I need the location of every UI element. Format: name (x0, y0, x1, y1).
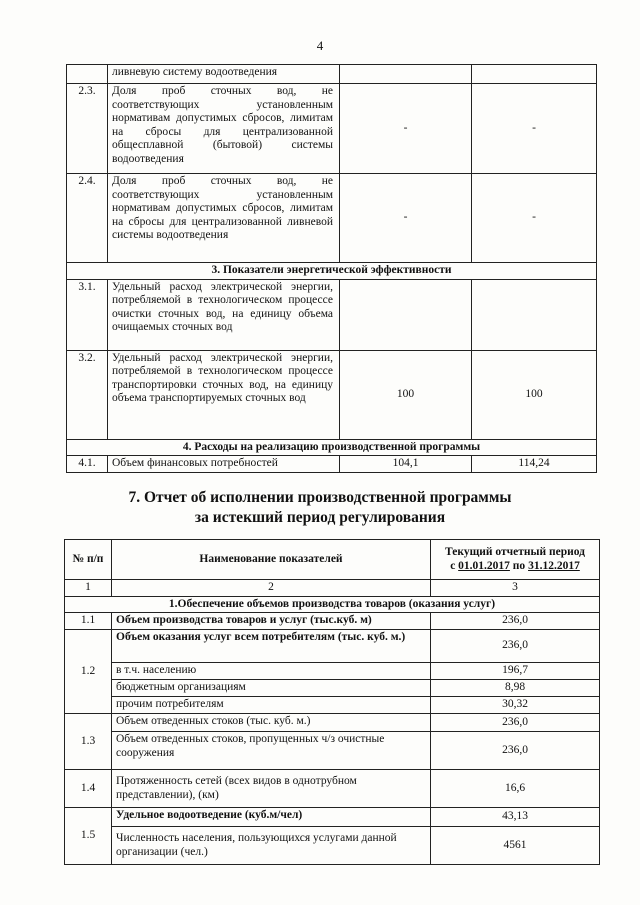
table-row (67, 84, 597, 174)
row-name: Объем финансовых потребностей (108, 456, 340, 473)
table-row (65, 697, 600, 714)
table-row (67, 456, 597, 473)
value-cell (340, 279, 472, 350)
table-row (67, 65, 597, 84)
indicators-table (66, 64, 597, 473)
report-table (64, 539, 600, 865)
value-cell: - (472, 84, 597, 174)
heading-line: за истекший период регулирования (194, 509, 446, 526)
table-row (65, 663, 600, 680)
header-name: Наименование показателей (112, 540, 431, 580)
value-cell: 16,6 (431, 770, 600, 808)
section-title: 3. Показатели энергетической эффективности (67, 263, 597, 280)
table-row (65, 613, 600, 630)
value-cell (472, 279, 597, 350)
row-number: 1.5 (65, 808, 112, 865)
row-name: Удельное водоотведение (куб.м/чел) (112, 808, 431, 827)
value-cell: 100 (472, 350, 597, 439)
section-title: 4. Расходы на реализацию производственной программы (67, 439, 597, 456)
row-name: Доля проб сточных вод, не соответствующих установленным нормативам допустимых сбросов, лимитам на сбросы для централизованной общесплавной (бытовой) системы водоотведения (108, 84, 340, 174)
row-name: бюджетным организациям (112, 680, 431, 697)
row-number (67, 65, 108, 84)
row-name: Объем производства товаров и услуг (тыс.куб. м) (112, 613, 431, 630)
row-number: 1.3 (65, 714, 112, 770)
table-row (65, 808, 600, 827)
table-row (67, 350, 597, 439)
value-cell: 114,24 (472, 456, 597, 473)
row-name: Удельный расход электрической энергии, потребляемой в технологическом процессе очистки сточных вод, на единицу объема очищаемых сточных вод (108, 279, 340, 350)
value-cell: - (340, 84, 472, 174)
row-name: Доля проб сточных вод, не соответствующих установленным нормативам допустимых сбросов, лимитам на сбросы для централизованной ливневой системы водоотведения (108, 174, 340, 263)
value-cell: 104,1 (340, 456, 472, 473)
section-row (67, 263, 597, 280)
value-cell: 236,0 (431, 613, 600, 630)
row-name: Протяженность сетей (всех видов в однотрубном представлении), (км) (112, 770, 431, 808)
header-row (65, 540, 600, 580)
value-cell: 30,32 (431, 697, 600, 714)
table-row (65, 732, 600, 770)
section-heading (0, 488, 640, 528)
row-name: в т.ч. населению (112, 663, 431, 680)
value-cell: 100 (340, 350, 472, 439)
row-name: Объем отведенных стоков, пропущенных ч/з очистные сооружения (112, 732, 431, 770)
row-number: 1.2 (65, 630, 112, 714)
column-number: 1 (65, 580, 112, 597)
table-row (65, 827, 600, 865)
header-period (431, 540, 600, 580)
row-name: ливневую систему водоотведения (108, 65, 340, 84)
period-from: 01.01.2017 (458, 559, 510, 572)
row-name: Численность населения, пользующихся услугами данной организации (чел.) (112, 827, 431, 865)
row-number: 3.1. (67, 279, 108, 350)
header-number: № п/п (65, 540, 112, 580)
column-number: 2 (112, 580, 431, 597)
row-number: 4.1. (67, 456, 108, 473)
value-cell: 43,13 (431, 808, 600, 827)
row-number: 2.4. (67, 174, 108, 263)
heading-line: 7. Отчет об исполнении производственной программы (128, 489, 512, 506)
value-cell: 236,0 (431, 732, 600, 770)
value-cell: 4561 (431, 827, 600, 865)
period-to: 31.12.2017 (528, 559, 580, 572)
value-cell: 236,0 (431, 630, 600, 663)
page-number: 4 (316, 38, 324, 53)
value-cell: 236,0 (431, 714, 600, 732)
row-number: 2.3. (67, 84, 108, 174)
column-number: 3 (431, 580, 600, 597)
section-row (67, 439, 597, 456)
value-cell: - (340, 174, 472, 263)
period-range: с 01.01.2017 по 31.12.2017 (450, 559, 580, 572)
row-name: прочим потребителям (112, 697, 431, 714)
value-cell: 8,98 (431, 680, 600, 697)
row-number: 1.1 (65, 613, 112, 630)
row-number: 1.4 (65, 770, 112, 808)
table-row (65, 770, 600, 808)
row-number: 3.2. (67, 350, 108, 439)
section-row (65, 596, 600, 613)
table-row (67, 279, 597, 350)
row-name: Объем отведенных стоков (тыс. куб. м.) (112, 714, 431, 732)
table-row (65, 680, 600, 697)
row-name: Объем оказания услуг всем потребителям (тыс. куб. м.) (112, 630, 431, 663)
row-name: Удельный расход электрической энергии, потребляемой в технологическом процессе транспортировки сточных вод, на единицу объема транспортируемых сточных вод (108, 350, 340, 439)
value-cell: - (472, 174, 597, 263)
table-row (65, 714, 600, 732)
period-title: Текущий отчетный период (445, 545, 585, 558)
value-cell: 196,7 (431, 663, 600, 680)
column-numbers-row (65, 580, 600, 597)
table-row (67, 174, 597, 263)
section-title: 1.Обеспечение объемов производства товаров (оказания услуг) (65, 596, 600, 613)
table-row (65, 630, 600, 663)
